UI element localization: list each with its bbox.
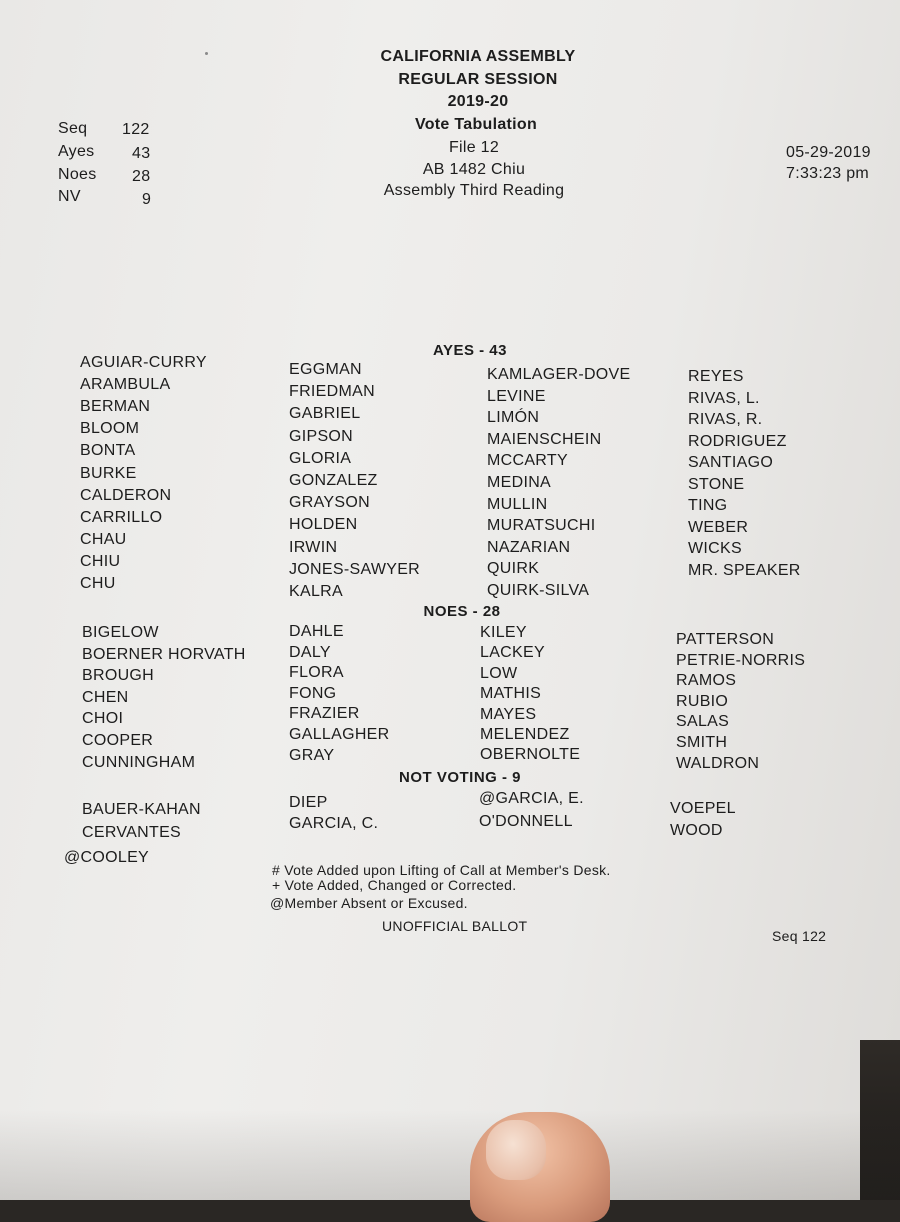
member-name: MATHIS (480, 685, 542, 703)
member-name: DALY (289, 643, 331, 661)
reading-stage: Assembly Third Reading (383, 182, 565, 199)
member-name: PATTERSON (676, 631, 775, 648)
member-name: WALDRON (676, 754, 760, 772)
member-name: ARAMBULA (80, 376, 171, 394)
member-name: VOEPEL (670, 800, 736, 817)
member-name: MELENDEZ (480, 726, 570, 743)
member-name: MCCARTY (487, 452, 568, 470)
bill-name: AB 1482 Chiu (422, 161, 526, 178)
legend-absent: @Member Absent or Excused. (270, 895, 468, 911)
member-name: RODRIGUEZ (688, 432, 787, 450)
member-name: RIVAS, L. (688, 389, 760, 407)
member-name: FRAZIER (289, 705, 360, 723)
member-name: @GARCIA, E. (479, 790, 584, 807)
member-name: GABRIEL (289, 405, 361, 423)
member-name: KAMLAGER-DOVE (487, 366, 631, 383)
member-name: CARRILLO (80, 508, 163, 526)
member-name: NAZARIAN (487, 538, 571, 556)
count-label: Noes (58, 166, 97, 183)
member-name: QUIRK-SILVA (487, 582, 590, 599)
member-name: MEDINA (487, 474, 552, 491)
count-label: Ayes (58, 143, 95, 160)
count-value: 9 (142, 191, 152, 208)
member-name: QUIRK (487, 560, 540, 578)
vote-time: 7:33:23 pm (786, 165, 870, 182)
member-name: CERVANTES (82, 824, 182, 841)
member-name: KILEY (480, 624, 527, 641)
member-name: JONES-SAWYER (289, 560, 421, 578)
member-name: COOPER (82, 732, 154, 749)
count-label: NV (58, 188, 81, 205)
paper-speck (205, 52, 208, 55)
member-name: CALDERON (80, 486, 172, 504)
doc-title: Vote Tabulation (414, 116, 538, 133)
session-title: REGULAR SESSION (398, 71, 558, 88)
footer-seq: Seq 122 (772, 928, 827, 944)
member-name: BERMAN (80, 398, 151, 416)
member-name: AGUIAR-CURRY (80, 354, 207, 371)
member-name: BURKE (80, 464, 137, 482)
count-label: Seq (58, 120, 88, 137)
not-voting-heading: NOT VOTING - 9 (398, 769, 522, 786)
member-name: DAHLE (289, 623, 344, 640)
session-years: 2019-20 (447, 93, 509, 110)
member-name: RUBIO (676, 692, 729, 710)
member-name: DIEP (289, 794, 328, 811)
member-name: CHEN (82, 688, 129, 706)
member-name: PETRIE-NORRIS (676, 651, 806, 669)
noes-heading: NOES - 28 (423, 603, 501, 620)
member-name: TING (688, 497, 728, 514)
member-name: GRAY (289, 746, 335, 764)
member-name: WOOD (670, 821, 723, 839)
legend-changed: + Vote Added, Changed or Corrected. (272, 877, 517, 893)
member-name: FLORA (289, 664, 344, 682)
member-name: RIVAS, R. (688, 411, 763, 428)
member-name: MULLIN (487, 495, 548, 513)
member-name: FONG (289, 684, 337, 702)
member-name: LACKEY (480, 644, 545, 662)
member-name: SANTIAGO (688, 454, 774, 471)
member-name: WEBER (688, 518, 749, 536)
member-name: EGGMAN (289, 361, 362, 378)
member-name: LIMÓN (487, 409, 540, 427)
member-name: HOLDEN (289, 516, 358, 534)
thumbnail (486, 1120, 546, 1180)
vote-date: 05-29-2019 (786, 144, 871, 161)
ayes-heading: AYES - 43 (433, 342, 507, 359)
member-name: LOW (480, 664, 518, 682)
member-name: GIPSON (289, 427, 354, 445)
file-number: File 12 (448, 139, 500, 156)
member-name: CHIU (80, 552, 121, 570)
member-name: BLOOM (80, 420, 140, 438)
member-name: IRWIN (289, 538, 338, 556)
member-name: STONE (688, 475, 745, 493)
member-name: BONTA (80, 442, 136, 460)
member-name: SMITH (676, 734, 728, 751)
member-name: CUNNINGHAM (82, 753, 196, 771)
member-name: MAIENSCHEIN (487, 430, 602, 448)
count-value: 28 (132, 168, 151, 185)
unofficial-ballot-note: UNOFFICIAL BALLOT (382, 918, 528, 934)
member-name: GARCIA, C. (289, 815, 379, 832)
member-name: BAUER-KAHAN (82, 801, 201, 818)
member-name: KALRA (289, 583, 343, 600)
member-name: RAMOS (676, 672, 737, 690)
member-name: GLORIA (289, 449, 352, 467)
member-name: WICKS (688, 540, 742, 557)
member-name: OBERNOLTE (480, 746, 581, 764)
paper-shadow (0, 1110, 900, 1200)
member-name: REYES (688, 368, 744, 385)
member-name: BOERNER HORVATH (82, 645, 246, 663)
count-value: 122 (122, 121, 150, 138)
member-name: GONZALEZ (289, 472, 378, 489)
member-name: FRIEDMAN (289, 383, 375, 401)
count-value: 43 (132, 145, 151, 162)
member-name: LEVINE (487, 387, 546, 405)
member-name: GALLAGHER (289, 726, 390, 743)
member-name: CHOI (82, 710, 124, 728)
member-name: CHU (80, 575, 116, 592)
member-name: SALAS (676, 713, 730, 731)
member-name: O'DONNELL (479, 812, 573, 830)
member-name: MAYES (480, 705, 537, 723)
member-name: GRAYSON (289, 494, 370, 512)
member-name: BROUGH (82, 667, 155, 685)
member-name: MURATSUCHI (487, 517, 596, 535)
member-name: BIGELOW (82, 624, 159, 641)
member-name: MR. SPEAKER (688, 561, 801, 579)
member-name: @COOLEY (64, 849, 150, 866)
assembly-title: CALIFORNIA ASSEMBLY (380, 48, 576, 65)
member-name: CHAU (80, 530, 127, 548)
legend-call-added: # Vote Added upon Lifting of Call at Member's Desk. (272, 862, 611, 878)
